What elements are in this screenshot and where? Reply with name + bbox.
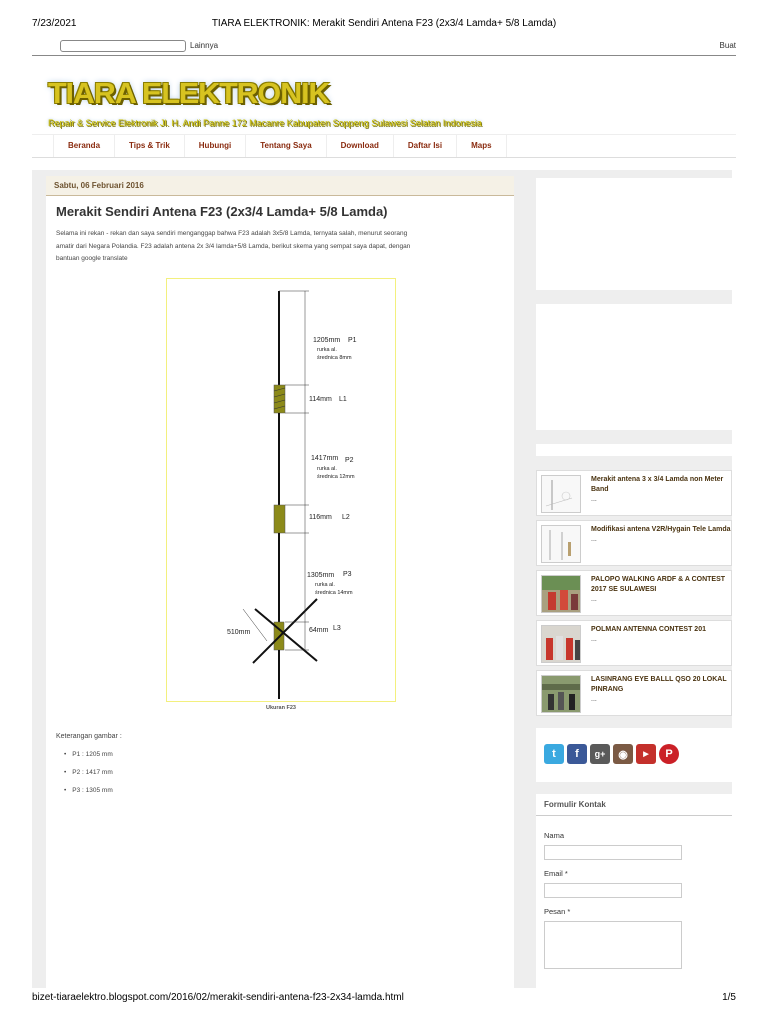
list-item: • P3 : 1305 mm: [64, 786, 113, 804]
message-label: Pesan *: [544, 907, 571, 916]
related-post-item[interactable]: [536, 470, 732, 516]
related-post-thumbnail: [541, 575, 581, 613]
l3-length: 64mm: [309, 627, 329, 634]
related-post-title: LASINRANG EYE BALLL QSO 20 LOKAL PINRANG ...: [591, 676, 727, 703]
name-field[interactable]: [544, 845, 682, 860]
dimension-list: [64, 750, 113, 804]
l2-length: 116mm: [309, 514, 332, 521]
related-post-item[interactable]: [536, 670, 732, 716]
print-url: bizet-tiaraelektro.blogspot.com/2016/02/merakit-sendiri-antena-f23-2x34-lamda.html: [32, 992, 404, 1003]
email-label: Email *: [544, 869, 568, 878]
tab-hubungi[interactable]: Hubungi: [185, 135, 246, 157]
navbar-create-link[interactable]: Buat: [719, 41, 736, 50]
youtube-icon[interactable]: ▶: [636, 744, 656, 764]
tab-daftar-isi[interactable]: Daftar Isi: [394, 135, 457, 157]
related-post-title: Modifikasi antena V2R/Hygain Tele Lamda ...: [591, 526, 731, 543]
p3-note: rurka al.: [315, 582, 335, 588]
l1-label: L1: [339, 396, 347, 403]
related-post-thumbnail: [541, 475, 581, 513]
figure-notes-heading: Keterangan gambar :: [56, 733, 122, 740]
p3-label: P3: [343, 571, 352, 578]
post-date: Sabtu, 06 Februari 2016: [46, 176, 514, 196]
instagram-icon[interactable]: ◉: [613, 744, 633, 764]
related-post-title: PALOPO WALKING ARDF & A CONTEST 2017 SE SULAWESI ...: [591, 576, 726, 603]
email-field[interactable]: [544, 883, 682, 898]
social-links: [544, 744, 679, 764]
post-body-line: bantuan google translate: [56, 255, 128, 262]
p2-label: P2: [345, 457, 354, 464]
tab-beranda[interactable]: Beranda: [54, 135, 115, 157]
tab-maps[interactable]: Maps: [457, 135, 506, 157]
p2-note: średnica 12mm: [317, 474, 355, 480]
related-post-thumbnail: [541, 625, 581, 663]
blog-title[interactable]: TIARA ELEKTRONIK: [48, 78, 330, 110]
twitter-icon[interactable]: t: [544, 744, 564, 764]
tab-tips-trik[interactable]: Tips & Trik: [115, 135, 185, 157]
antenna-diagram-frame[interactable]: [166, 278, 396, 702]
related-post-thumbnail: [541, 675, 581, 713]
print-page-number: 1/5: [722, 992, 736, 1003]
p3-note: średnica 14mm: [315, 590, 353, 596]
related-post-item[interactable]: [536, 570, 732, 616]
radial-length: 510mm: [227, 629, 251, 636]
figure-caption: Ukuran F23: [266, 705, 296, 711]
p2-note: rurka al.: [317, 466, 337, 472]
print-doc-title: TIARA ELEKTRONIK: Merakit Sendiri Antena F23 (2x3/4 Lamda+ 5/8 Lamda): [211, 18, 557, 29]
p3-length: 1305mm: [307, 572, 335, 579]
sidebar-widget: [536, 304, 732, 430]
tab-download[interactable]: Download: [327, 135, 394, 157]
tabs-divider: [32, 135, 54, 157]
p1-label: P1: [348, 337, 357, 344]
print-date: 7/23/2021: [32, 18, 77, 29]
post-body-line: amatir dari Negara Polandia. F23 adalah antena 2x 3/4 lamda+5/8 Lamda, berikut skema yang sempat saya dapat, dengan: [56, 242, 411, 250]
related-post-title: Merakit antena 3 x 3/4 Lamda non Meter Band ...: [591, 476, 724, 503]
l1-length: 114mm: [309, 396, 332, 403]
facebook-icon[interactable]: f: [567, 744, 587, 764]
blog-description: Repair & Service Elektronik Jl. H. Andi Panne 172 Macanre Kabupaten Soppeng Sulawesi Selatan Indonesia: [48, 118, 482, 128]
related-post-thumbnail: [541, 525, 581, 563]
list-item: • P2 : 1417 mm: [64, 768, 113, 786]
post-body: [56, 228, 501, 266]
list-item: • P1 : 1205 mm: [64, 750, 113, 768]
p1-note: średnica 8mm: [317, 355, 352, 361]
page-tabs: [32, 134, 736, 158]
p1-note: rurka al.: [317, 347, 337, 353]
name-label: Nama: [544, 831, 565, 840]
l3-label: L3: [333, 625, 341, 632]
related-post-item[interactable]: [536, 520, 732, 566]
contact-divider: [536, 815, 732, 816]
p1-length: 1205mm: [313, 337, 341, 344]
sidebar-widget: [536, 178, 732, 290]
tab-tentang-saya[interactable]: Tentang Saya: [246, 135, 326, 157]
related-post-item[interactable]: [536, 620, 732, 666]
post-title[interactable]: Merakit Sendiri Antena F23 (2x3/4 Lamda+ 5/8 Lamda): [56, 204, 388, 219]
blogger-navbar: [32, 36, 736, 56]
message-field[interactable]: [544, 921, 682, 969]
p2-length: 1417mm: [311, 455, 339, 462]
post-body-line: Selama ini rekan - rekan dan saya sendiri menganggap bahwa F23 adalah 3x5/8 Lamda, ternyata salah, menurut seorang: [56, 230, 408, 237]
navbar-search-input[interactable]: [60, 40, 186, 52]
pinterest-icon[interactable]: P: [659, 744, 679, 764]
contact-form-title: Formulir Kontak: [544, 800, 606, 809]
antenna-diagram: [167, 279, 397, 703]
navbar-more-link[interactable]: Lainnya: [190, 41, 219, 50]
l2-label: L2: [342, 514, 350, 521]
related-post-title: POLMAN ANTENNA CONTEST 201 ...: [591, 626, 706, 643]
google-plus-icon[interactable]: g+: [590, 744, 610, 764]
sidebar-widget: [536, 444, 732, 456]
